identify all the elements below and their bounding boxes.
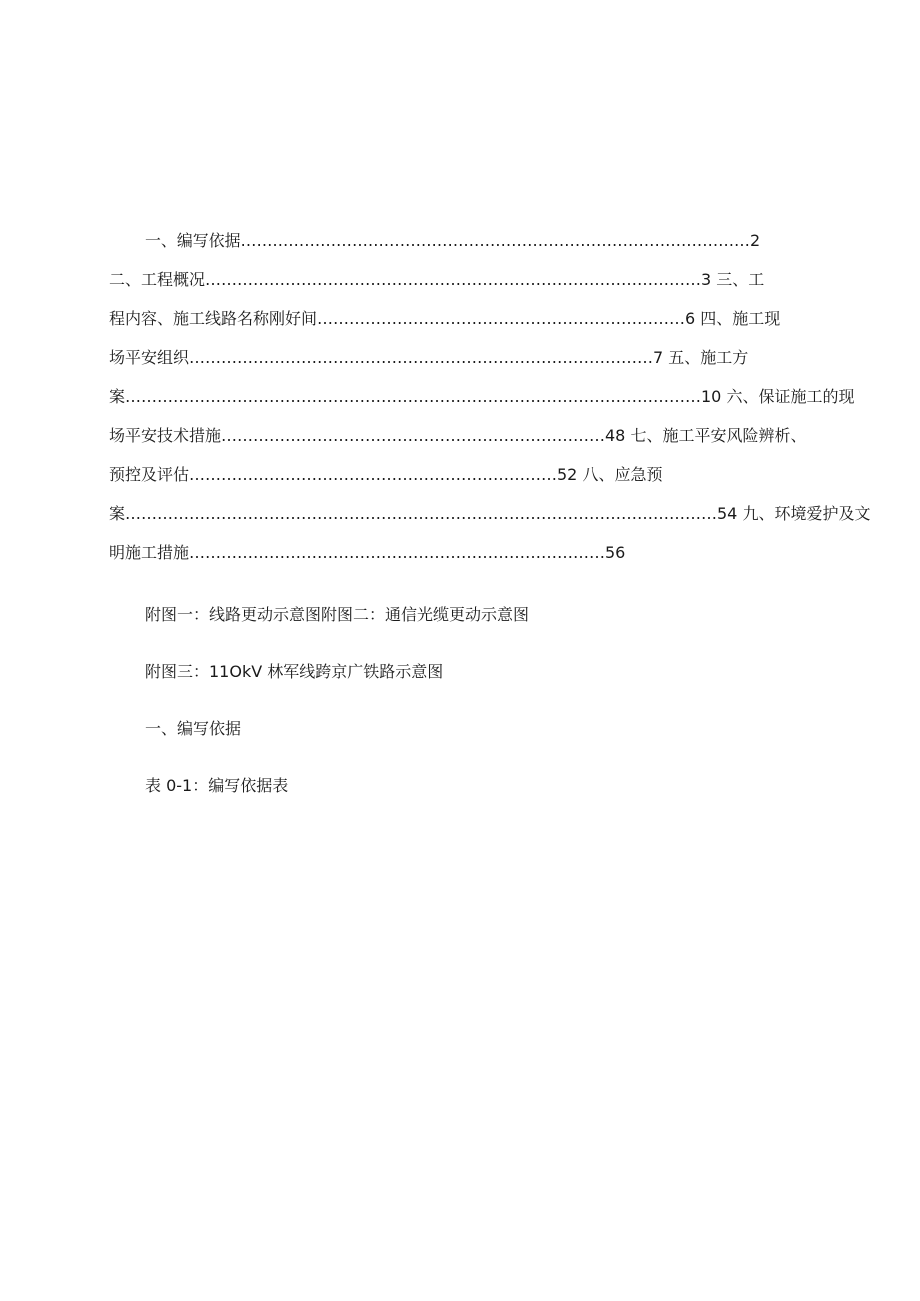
section-heading: 一、编写依据 <box>145 719 242 738</box>
table-caption: 表 0-1：编写依据表 <box>145 776 289 795</box>
toc-line-6[interactable]: 场平安技术措施………………………………………………………………48 七、施工平安风险辨析、 <box>109 426 807 445</box>
toc-line-3[interactable]: 程内容、施工线路名称刚好间……………………………………………………………6 四、施工现 <box>109 309 781 328</box>
toc-line-5[interactable]: 案………………………………………………………………………………………………10 六、保证施工的现 <box>109 387 855 406</box>
attachment-line-2: 附图三：11OkV 林军线跨京广铁路示意图 <box>145 662 444 681</box>
attachment-line-1: 附图一：线路更动示意图附图二：通信光缆更动示意图 <box>145 605 530 624</box>
toc-line-1[interactable]: 一、编写依据……………………………………………………………………………………2 <box>145 231 761 250</box>
toc-line-4[interactable]: 场平安组织……………………………………………………………………………7 五、施工方 <box>109 348 749 367</box>
toc-line-7[interactable]: 预控及评估……………………………………………………………52 八、应急预 <box>109 465 663 484</box>
toc-line-2[interactable]: 二、工程概况…………………………………………………………………………………3 三、工 <box>109 270 765 289</box>
toc-line-8[interactable]: 案…………………………………………………………………………………………………54 九、环境爱护及文 <box>109 504 871 523</box>
toc-line-9[interactable]: 明施工措施……………………………………………………………………56 <box>109 543 626 562</box>
